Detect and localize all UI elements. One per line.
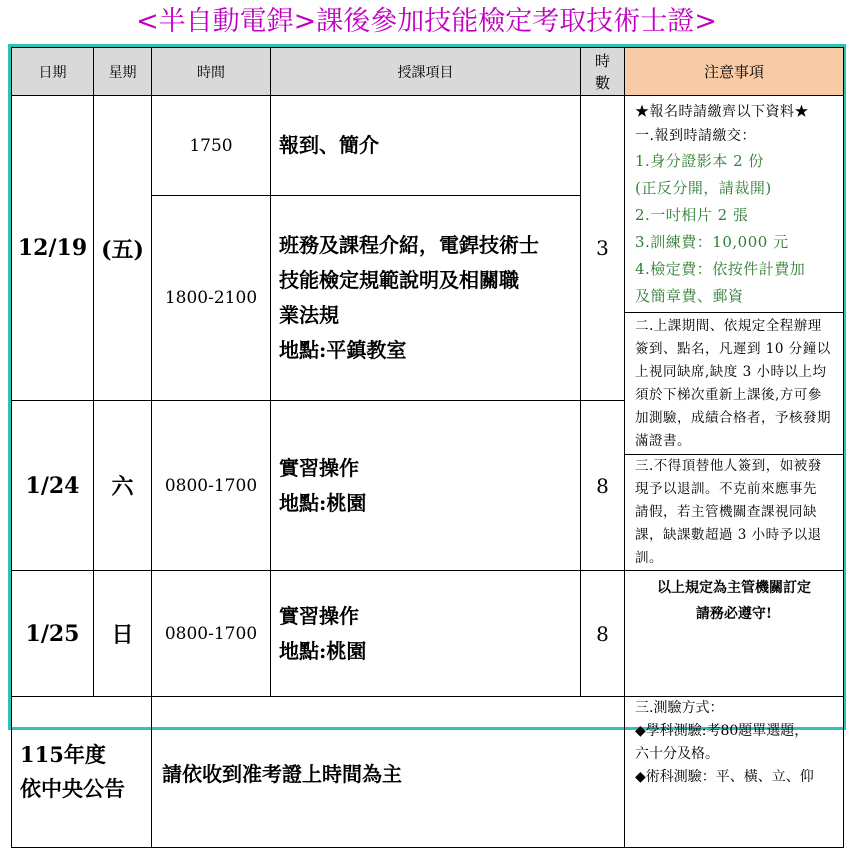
row-subject-line: 班務及課程介紹，電銲技術士 [279,233,539,258]
notes-rule-line2: 請務必遵守! [695,606,773,622]
notes-section3-line: 請假，若主管機關查課視同缺 [635,504,817,520]
row-subject [271,571,581,697]
header-hours-line2: 數 [594,73,610,92]
schedule-table-frame [8,44,846,801]
notes-section3-line: 訓。 [635,550,663,566]
row-time: 0800-1700 [152,401,271,571]
notes-section2-line: 簽到、點名，凡遲到 10 分鐘以 [635,341,831,357]
header-time: 時間 [152,48,271,96]
header-date: 日期 [12,48,94,96]
row-date: 1/25 [12,571,94,697]
notes-test-line: ◆術科測驗：平、橫、立、仰 [635,769,814,785]
notes-section3-line: 現予以退訓。不克前來應事先 [635,481,817,497]
row-date: 12/19 [12,96,94,401]
notes-rule-cell [625,571,844,697]
final-year-cell [12,697,152,848]
header-notes: 注意事項 [625,48,844,96]
notes-item: 1.身分證影本 2 份 [635,152,764,170]
notes-item: 2.一吋相片 2 張 [635,206,749,224]
notes-test-title: 三.測驗方式： [635,700,724,716]
notes-cell [625,96,844,571]
notes-item: 4.檢定費：依按件計費加 [635,260,806,278]
row-weekday: 六 [94,401,152,571]
row-subject [271,196,581,401]
row-time: 0800-1700 [152,571,271,697]
schedule-table [11,47,844,848]
final-year-line1: 115年度 [20,742,106,767]
notes-section2-line: 二.上課期間、依規定全程辦理 [635,318,822,334]
row-time: 1800-2100 [152,196,271,401]
row-subject-line: 實習操作 [279,603,359,628]
notes-test-line: 六十分及格。 [635,746,719,762]
final-row [12,697,844,848]
header-row [12,48,844,96]
table-row [12,571,844,697]
row-hours: 8 [581,401,625,571]
row-subject [271,401,581,571]
notes-section2-line: 上視同缺席,缺度 3 小時以上均 [635,364,827,380]
row-weekday: 日 [94,571,152,697]
row-hours: 3 [581,96,625,401]
page-title: <半自動電銲>課後參加技能檢定考取技術士證> [136,6,717,37]
notes-section2-line: 須於下梯次重新上課後,方可參 [635,387,822,403]
row-subject: 報到、簡介 [271,96,581,196]
header-subject: 授課項目 [271,48,581,96]
notes-item: (正反分開，請裁開) [635,179,772,197]
notes-header-line: ★報名時請繳齊以下資料★ [635,104,809,120]
row-subject-line: 實習操作 [279,455,359,480]
row-subject-line: 技能檢定規範說明及相關職 [279,268,519,293]
row-time: 1750 [152,96,271,196]
row-subject-line: 地點:桃園 [279,638,367,663]
row-subject-line: 業法規 [279,303,339,328]
notes-rule-line1: 以上規定為主管機關訂定 [657,580,811,596]
notes-section3-line: 三.不得頂替他人簽到，如被發 [635,458,822,474]
header-hours-line1: 時 [594,51,610,70]
final-notice: 請依收到准考證上時間為主 [152,697,625,848]
notes-section1-title: 一.報到時請繳交： [635,128,756,144]
notes-item: 3.訓練費：10,000 元 [635,233,789,251]
table-row [12,96,844,196]
notes-section2-line: 加測驗，成績合格者，予核發期 [635,410,831,426]
row-date: 1/24 [12,401,94,571]
final-year-line2: 依中央公告 [20,776,125,801]
header-hours [581,48,625,96]
header-weekday: 星期 [94,48,152,96]
notes-item: 及簡章費、郵資 [635,287,744,305]
row-hours: 8 [581,571,625,697]
row-weekday: (五) [94,96,152,401]
notes-section3-line: 課，缺課數超過 3 小時予以退 [635,527,822,543]
row-subject-line: 地點:桃園 [279,490,367,515]
notes-test-line: ◆學科測驗:考80題單選題， [635,723,809,739]
notes-section2-line: 滿證書。 [635,433,691,449]
notes-test-cell [625,697,844,848]
row-subject-line: 地點:平鎮教室 [279,338,407,363]
